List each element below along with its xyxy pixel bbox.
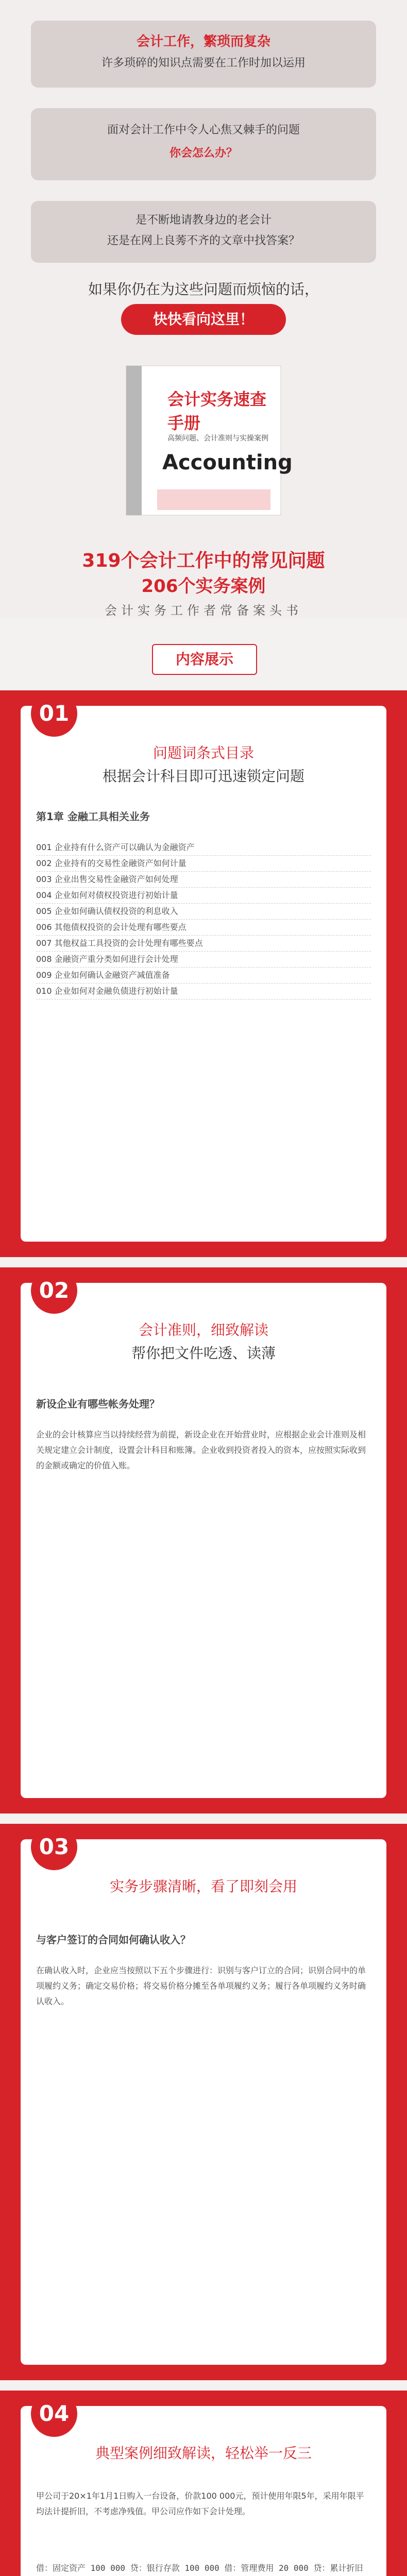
hero-q1-red: 会计工作，繁琐而复杂 xyxy=(136,34,270,49)
list-item: 004 企业如何对债权投资进行初始计量 xyxy=(36,888,371,904)
list-item: 002 企业持有的交易性金融资产如何计量 xyxy=(36,856,371,872)
list-item: 001 企业持有什么资产可以确认为金融资产 xyxy=(36,840,371,856)
section-1-line-1: 问题词条式目录 xyxy=(152,744,254,761)
section-3-body: 在确认收入时，企业应当按照以下五个步骤进行：识别与客户订立的合同；识别合同中的单项履约义务；确定交易价格；将交易价格分摊至各单项履约义务；履行各单项履约义务时确认收入。 xyxy=(36,1965,366,2006)
section-2-card xyxy=(21,1278,386,1798)
list-item: 007 其他权益工具投资的会计处理有哪些要点 xyxy=(36,936,371,952)
tagline-1: 319个会计工作中的常见问题 xyxy=(82,550,325,571)
hero-q2-text: 面对会计工作中令人心焦又棘手的问题 xyxy=(107,124,300,137)
section-3-line-1: 实务步骤清晰，看了即刻会用 xyxy=(109,1878,297,1895)
contents-heading: 内容展示 xyxy=(152,644,257,675)
section-4-body: 甲公司于20×1年1月1日购入一台设备，价款100 000元，预计使用年限5年，采用年限平均法计提折旧，不考虑净残值。甲公司应作如下会计处理。 xyxy=(36,2491,364,2516)
section-2-body: 企业的会计核算应当以持续经营为前提，新设企业在开始营业时，应根据企业会计准则及相关规定建立会计制度，设置会计科目和账簿。企业收到投资者投入的资本，应按照实际收到的金额或确定的价值入账。 xyxy=(36,1430,366,1470)
section-1-number: 01 xyxy=(31,690,77,737)
section-2-question: 新设企业有哪些帐务处理？ xyxy=(36,1398,160,1410)
list-item: 009 企业如何确认金融资产减值准备 xyxy=(36,968,371,984)
section-4-number: 04 xyxy=(31,2391,77,2437)
section-2-line-1: 会计准则，细致解读 xyxy=(138,1321,268,1338)
section-1-card xyxy=(21,701,386,1242)
list-item: 003 企业出售交易性金融资产如何处理 xyxy=(36,872,371,888)
section-4-line-1: 典型案例细致解读，轻松举一反三 xyxy=(95,2445,312,2462)
book-subtitle-line: 会计实务工作者常备案头书 xyxy=(105,603,302,618)
section-3-question: 与客户签订的合同如何确认收入？ xyxy=(36,1934,191,1946)
hero-lead: 如果你仍在为这些问题而烦恼的话， xyxy=(88,281,319,298)
list-item: 010 企业如何对金融负债进行初始计量 xyxy=(36,984,371,999)
tagline-2: 206个实务案例 xyxy=(141,576,266,597)
book-title: 会计实务速查手册 xyxy=(167,389,267,433)
hero-section xyxy=(0,0,407,618)
hero-q3-text: 是不断地请教身边的老会计 xyxy=(135,214,272,227)
list-item: 006 其他债权投资的会计处理有哪些要点 xyxy=(36,920,371,936)
cta-banner: 快快看向这里！ xyxy=(121,304,286,335)
section-1-list xyxy=(36,840,371,999)
section-1-chapter: 第1章 金融工具相关业务 xyxy=(36,810,150,823)
section-2-number: 02 xyxy=(31,1267,77,1314)
section-2-line-2: 帮你把文件吃透、读薄 xyxy=(131,1345,276,1362)
book-cover xyxy=(106,355,301,520)
contents-heading-section xyxy=(0,639,407,680)
book-subtitle: 高频问题、会计准则与实操案例 xyxy=(167,434,268,443)
hero-q2-red: 你会怎么办？ xyxy=(169,147,238,160)
section-3-number: 03 xyxy=(31,1824,77,1870)
hero-q3-text-2: 还是在网上良莠不齐的文章中找答案？ xyxy=(107,234,300,247)
section-3-card xyxy=(21,1834,386,2365)
list-item: 005 企业如何确认债权投资的利息收入 xyxy=(36,904,371,920)
book-title-en: Accounting xyxy=(162,451,293,474)
list-item: 008 金融资产重分类如何进行会计处理 xyxy=(36,952,371,968)
hero-q1-text: 许多琐碎的知识点需要在工作时加以运用 xyxy=(101,57,306,70)
section-1-line-2: 根据会计科目即可迅速锁定问题 xyxy=(102,768,304,785)
section-4-case: 借：固定资产 100 000 贷：银行存款 100 000 借：管理费用 20 000 贷：累计折旧 xyxy=(36,2563,363,2573)
section-4-card xyxy=(21,2401,386,2576)
